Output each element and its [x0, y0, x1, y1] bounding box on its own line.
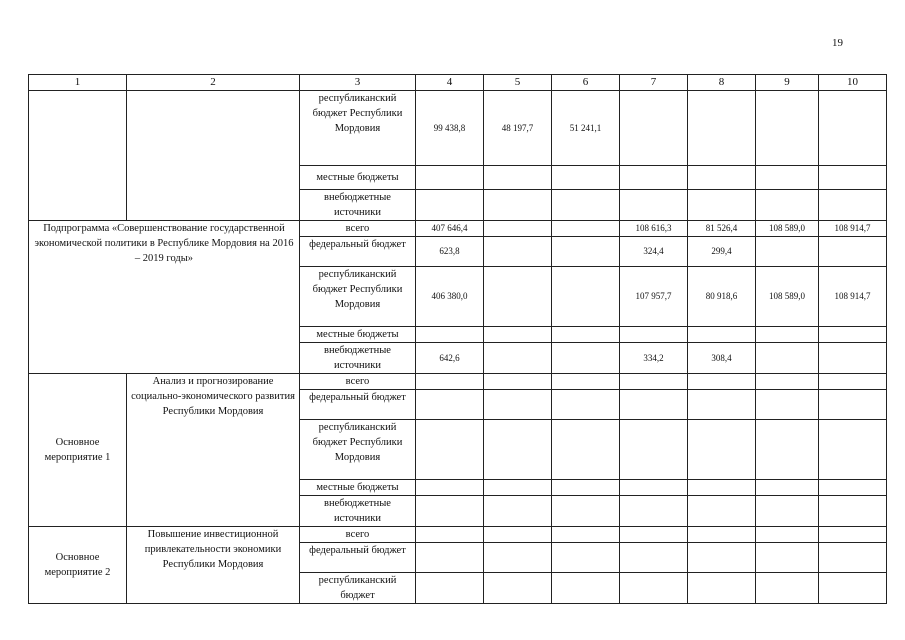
value-cell: 107 957,7: [620, 267, 688, 327]
value-cell: [552, 327, 620, 343]
table-row: [29, 221, 887, 237]
value-cell: [484, 343, 552, 374]
header-row: [29, 75, 887, 91]
value-cell: 51 241,1: [552, 91, 620, 166]
header-cell: 8: [688, 75, 756, 91]
value-cell: [552, 267, 620, 327]
header-cell: 3: [300, 75, 416, 91]
value-cell: [819, 327, 887, 343]
funding-source: внебюджетные источники: [300, 496, 416, 527]
value-cell: 334,2: [620, 343, 688, 374]
measure-name: Повышение инвестиционной привлекательности экономики Республики Мордовия: [127, 527, 300, 604]
value-cell: [484, 327, 552, 343]
header-cell: 6: [552, 75, 620, 91]
value-cell: 81 526,4: [688, 221, 756, 237]
header-cell: 10: [819, 75, 887, 91]
measure-label: Основное мероприятие 1: [29, 374, 127, 527]
value-cell: 623,8: [416, 237, 484, 267]
value-cell: [819, 91, 887, 166]
value-cell: [620, 91, 688, 166]
funding-source: федеральный бюджет: [300, 543, 416, 573]
value-cell: [688, 327, 756, 343]
value-cell: [756, 237, 819, 267]
header-cell: 5: [484, 75, 552, 91]
value-cell: 108 914,7: [819, 267, 887, 327]
value-cell: 308,4: [688, 343, 756, 374]
value-cell: [756, 327, 819, 343]
funding-source: всего: [300, 527, 416, 543]
funding-source: федеральный бюджет: [300, 390, 416, 420]
value-cell: [484, 267, 552, 327]
value-cell: 99 438,8: [416, 91, 484, 166]
value-cell: 108 616,3: [620, 221, 688, 237]
header-cell: 9: [756, 75, 819, 91]
funding-source: всего: [300, 374, 416, 390]
value-cell: [819, 237, 887, 267]
funding-source: республиканский бюджет Республики Мордовия: [300, 267, 416, 327]
empty-cell: [29, 91, 127, 221]
value-cell: 642,6: [416, 343, 484, 374]
value-cell: [756, 343, 819, 374]
value-cell: [756, 91, 819, 166]
value-cell: 80 918,6: [688, 267, 756, 327]
value-cell: 407 646,4: [416, 221, 484, 237]
value-cell: [416, 327, 484, 343]
funding-source: всего: [300, 221, 416, 237]
table-row: [29, 91, 887, 166]
funding-source: республиканский бюджет Республики Мордовия: [300, 420, 416, 480]
header-cell: 2: [127, 75, 300, 91]
value-cell: [484, 221, 552, 237]
page-number: 19: [832, 37, 843, 49]
funding-source: внебюджетные источники: [300, 190, 416, 221]
header-cell: 1: [29, 75, 127, 91]
funding-source: местные бюджеты: [300, 327, 416, 343]
value-cell: 324,4: [620, 237, 688, 267]
value-cell: 108 589,0: [756, 221, 819, 237]
measure-label: Основное мероприятие 2: [29, 527, 127, 604]
funding-source: республиканский бюджет: [300, 573, 416, 604]
table-row: [29, 374, 887, 390]
value-cell: 108 589,0: [756, 267, 819, 327]
funding-source: местные бюджеты: [300, 166, 416, 190]
budget-table: [28, 74, 887, 604]
value-cell: [484, 237, 552, 267]
funding-source: федеральный бюджет: [300, 237, 416, 267]
value-cell: 108 914,7: [819, 221, 887, 237]
table-row: [29, 527, 887, 543]
value-cell: [552, 221, 620, 237]
header-cell: 4: [416, 75, 484, 91]
header-cell: 7: [620, 75, 688, 91]
value-cell: [819, 343, 887, 374]
funding-source: республиканский бюджет Республики Мордовия: [300, 91, 416, 166]
value-cell: 48 197,7: [484, 91, 552, 166]
measure-name: Анализ и прогнозирование социально-экономического развития Республики Мордовия: [127, 374, 300, 527]
empty-cell: [127, 91, 300, 221]
value-cell: 406 380,0: [416, 267, 484, 327]
funding-source: внебюджетные источники: [300, 343, 416, 374]
value-cell: [552, 343, 620, 374]
value-cell: [688, 91, 756, 166]
subprogram-title: Подпрограмма «Совершенствование государственной экономической политики в Республике Мордовия на 2016 – 2019 годы»: [29, 221, 300, 374]
value-cell: [620, 327, 688, 343]
value-cell: 299,4: [688, 237, 756, 267]
funding-source: местные бюджеты: [300, 480, 416, 496]
value-cell: [552, 237, 620, 267]
